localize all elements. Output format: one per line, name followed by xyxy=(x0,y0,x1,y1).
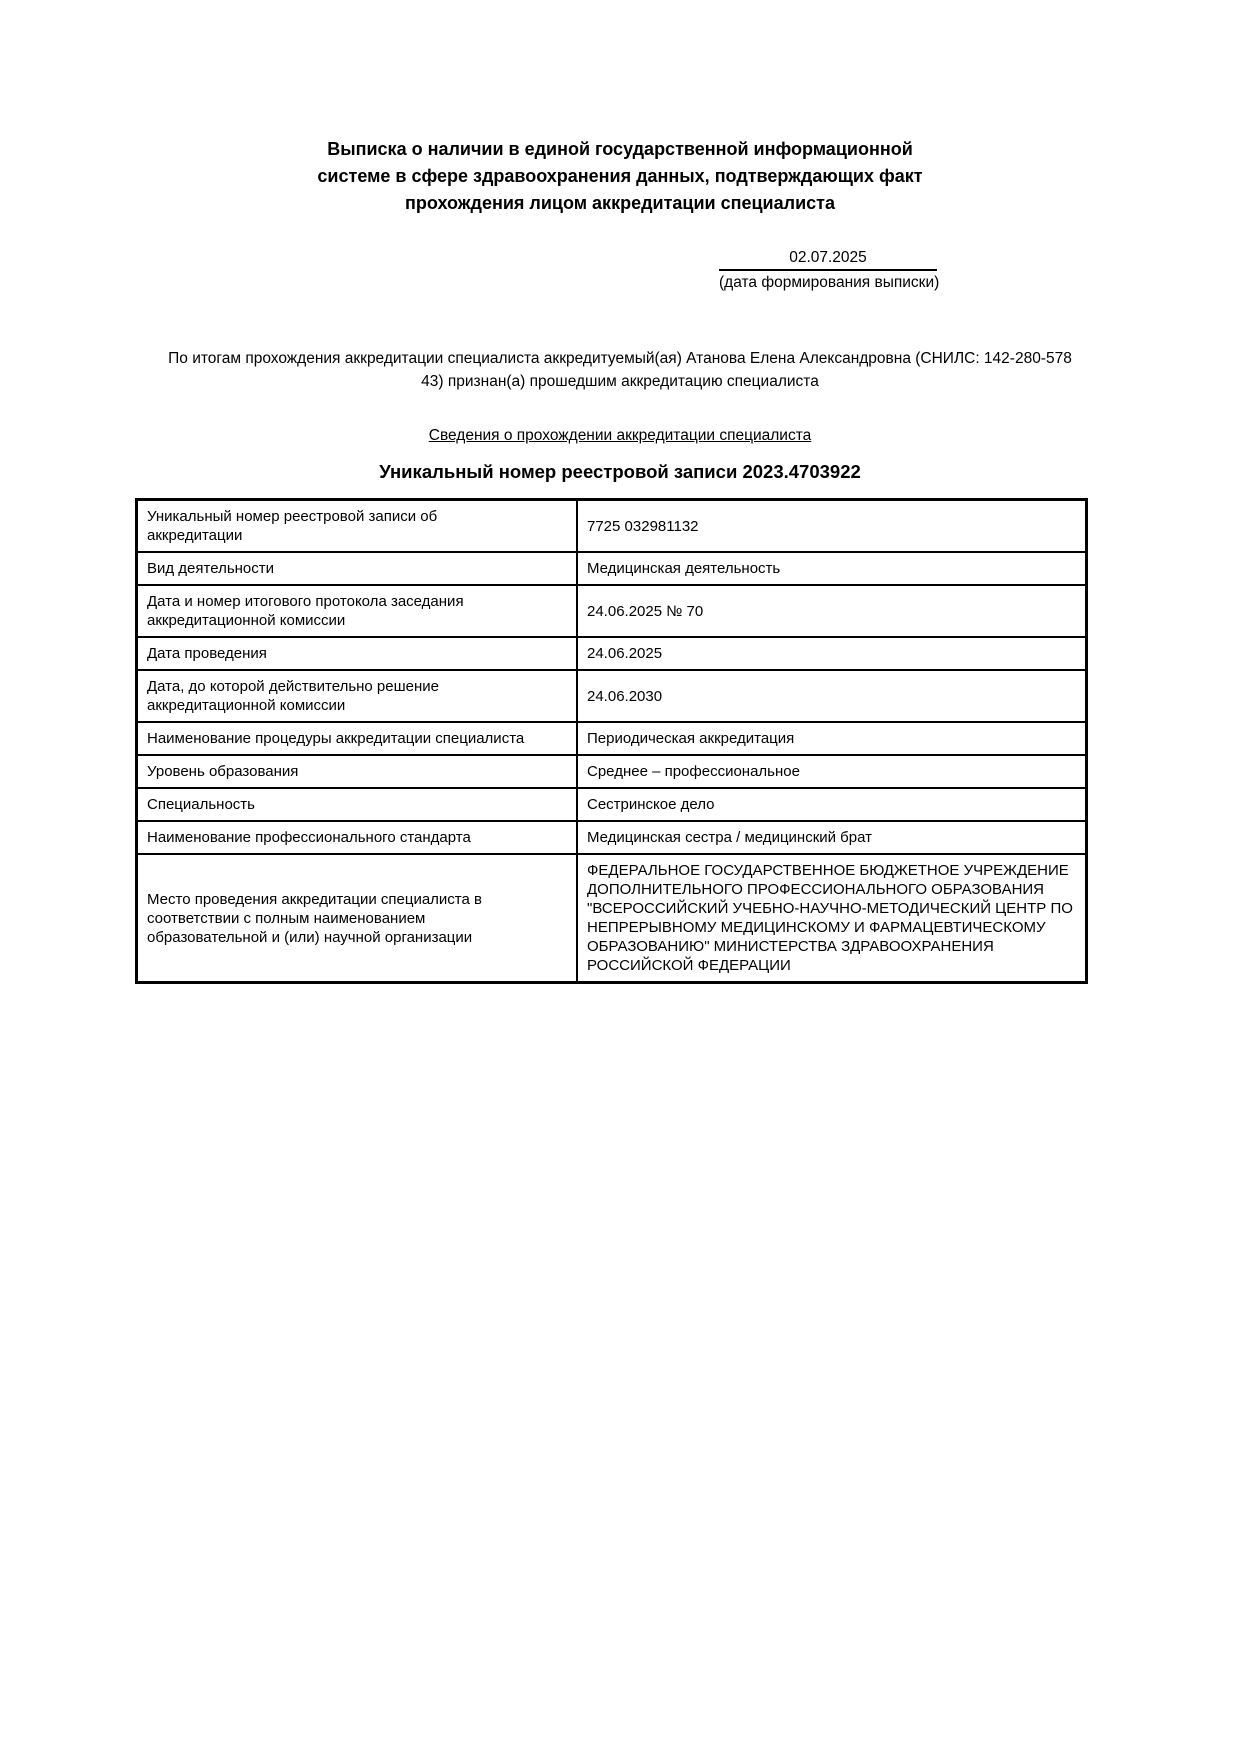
table-row xyxy=(137,637,1087,670)
issue-date-caption: (дата формирования выписки) xyxy=(719,274,940,291)
row-value-cell: Периодическая аккредитация xyxy=(577,722,1087,755)
row-value-cell: Медицинская сестра / медицинский брат xyxy=(577,821,1087,854)
row-value-cell: 24.06.2025 xyxy=(577,637,1087,670)
intro-paragraph-line: По итогам прохождения аккредитации специалиста аккредитуемый(ая) Атанова Елена Александровна (СНИЛС: 142-280-578 xyxy=(168,350,1072,367)
table-row xyxy=(137,722,1087,755)
row-label-cell: Вид деятельности xyxy=(137,552,578,585)
document-title-line: Выписка о наличии в единой государственной информационной xyxy=(327,139,913,159)
row-value-cell: 24.06.2030 xyxy=(577,670,1087,722)
table-row xyxy=(137,552,1087,585)
table-row xyxy=(137,788,1087,821)
row-label-cell: Уровень образования xyxy=(137,755,578,788)
row-label-cell: Место проведения аккредитации специалиста в соответствии с полным наименованием образовательной и (или) научной организации xyxy=(137,854,578,983)
issue-date: 02.07.2025 xyxy=(719,247,937,271)
row-value-cell: Медицинская деятельность xyxy=(577,552,1087,585)
document-title-line: прохождения лицом аккредитации специалиста xyxy=(405,193,835,213)
row-label-cell: Наименование процедуры аккредитации специалиста xyxy=(137,722,578,755)
intro-paragraph-line: 43) признан(а) прошедшим аккредитацию специалиста xyxy=(421,373,819,390)
table-row xyxy=(137,670,1087,722)
row-value-cell: Сестринское дело xyxy=(577,788,1087,821)
table-row xyxy=(137,854,1087,983)
registry-record-heading: Уникальный номер реестровой записи 2023.4703922 xyxy=(379,461,861,482)
table-row xyxy=(137,585,1087,637)
row-value-cell: Среднее – профессиональное xyxy=(577,755,1087,788)
issue-date-block xyxy=(719,247,940,293)
row-value-cell: 24.06.2025 № 70 xyxy=(577,585,1087,637)
accreditation-table xyxy=(135,498,1088,984)
table-row xyxy=(137,500,1087,553)
row-label-cell: Специальность xyxy=(137,788,578,821)
row-value-cell: 7725 032981132 xyxy=(577,500,1087,553)
row-value-cell: ФЕДЕРАЛЬНОЕ ГОСУДАРСТВЕННОЕ БЮДЖЕТНОЕ УЧРЕЖДЕНИЕ ДОПОЛНИТЕЛЬНОГО ПРОФЕССИОНАЛЬНОГО ОБРАЗОВАНИЯ "ВСЕРОССИЙСКИЙ УЧЕБНО-НАУЧНО-МЕТОДИЧЕСКИЙ ЦЕНТР ПО НЕПРЕРЫВНОМУ МЕДИЦИНСКОМУ И ФАРМАЦЕВТИЧЕСКОМУ ОБРАЗОВАНИЮ" МИНИСТЕРСТВА ЗДРАВООХРАНЕНИЯ РОССИЙСКОЙ ФЕДЕРАЦИИ xyxy=(577,854,1087,983)
row-label-cell: Уникальный номер реестровой записи об аккредитации xyxy=(137,500,578,553)
document-title-line: системе в сфере здравоохранения данных, подтверждающих факт xyxy=(317,166,923,186)
intro-paragraph xyxy=(0,347,1240,393)
section-heading xyxy=(0,425,1240,447)
row-label-cell: Дата и номер итогового протокола заседания аккредитационной комиссии xyxy=(137,585,578,637)
table-row xyxy=(137,821,1087,854)
document-title xyxy=(0,0,1240,217)
accreditation-table-body xyxy=(137,500,1087,983)
section-heading-text: Сведения о прохождении аккредитации специалиста xyxy=(428,427,812,444)
row-label-cell: Дата, до которой действительно решение аккредитационной комиссии xyxy=(137,670,578,722)
row-label-cell: Наименование профессионального стандарта xyxy=(137,821,578,854)
row-label-cell: Дата проведения xyxy=(137,637,578,670)
table-row xyxy=(137,755,1087,788)
